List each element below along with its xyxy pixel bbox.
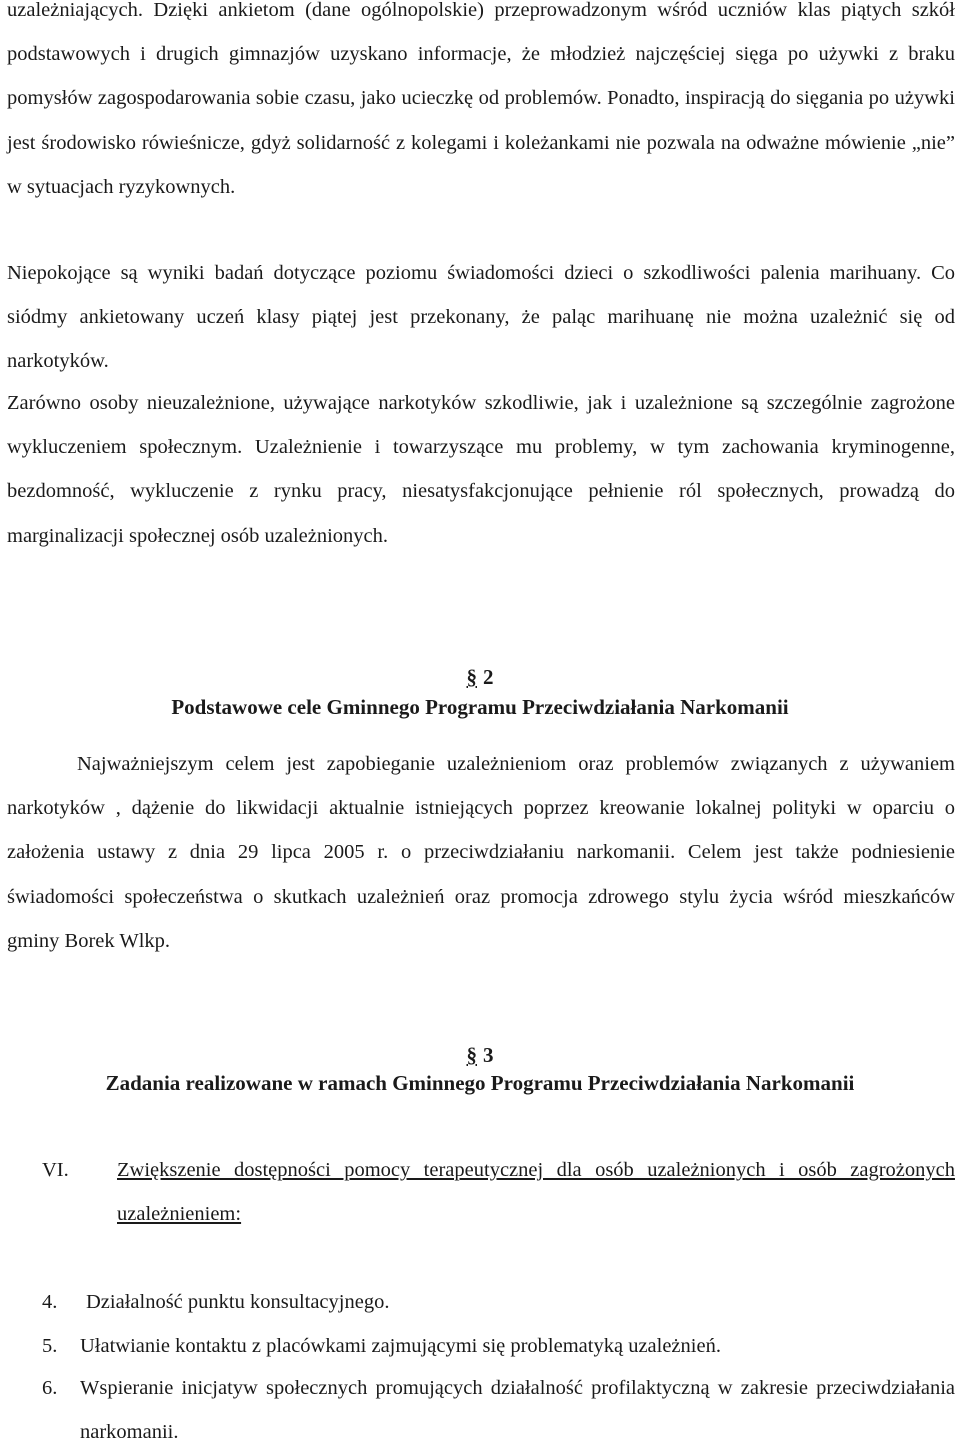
list-item-marker: 4. — [42, 1291, 58, 1313]
list-item-text: Wspieranie inicjatyw społecznych promujących działalność profilaktyczną w zakresie przeciwdziałania narkomanii. — [80, 1377, 955, 1444]
section-3-heading-number — [0, 1040, 960, 1070]
roman-list-text: Zwiększenie dostępności pomocy terapeutycznej dla osób uzależnionych i osób zagrożonych uzależnieniem: — [117, 1159, 955, 1226]
section-sign: § — [466, 1043, 477, 1067]
section-2-body: Najważniejszym celem jest zapobieganie uzależnieniom oraz problemów związanych z używaniem narkotyków , dążenie do likwidacji aktualnie istniejących poprzez kreowanie lokalnej polityki w oparciu o założenia ustawy z dnia 29 lipca 2005 r. o przeciwdziałaniu narkomanii. Celem jest także podniesienie świadomości społeczeństwa o skutkach uzależnień oraz promocja zdrowego stylu życia wśród mieszkańców gminy Borek Wlkp. — [7, 753, 955, 952]
section-2-heading-number — [0, 662, 960, 692]
intro-paragraph-2: Niepokojące są wyniki badań dotyczące poziomu świadomości dzieci o szkodliwości palenia marihuany. Co siódmy ankietowany uczeń klasy piątej jest przekonany, że paląc marihuanę nie można uzależnić się od narkotyków. — [7, 262, 955, 373]
list-item-text: Ułatwianie kontaktu z placówkami zajmującymi się problematyką uzależnień. — [80, 1335, 721, 1357]
section-number: 2 — [483, 665, 494, 689]
intro-paragraph-1: uzależniających. Dzięki ankietom (dane ogólnopolskie) przeprowadzonym wśród uczniów klas piątych szkół podstawowych i drugich gimnazjów uzyskano informacje, że młodzież najczęściej sięga po używki z braku pomysłów zagospodarowania sobie czasu, jako ucieczkę od problemów. Ponadto, inspiracją do sięgania po używki jest środowisko rówieśnicze, gdyż solidarność z kolegami i koleżankami nie pozwala na odważne mówienie „nie” w sytuacjach ryzykownych. — [7, 0, 955, 198]
list-item-marker: 6. — [42, 1377, 58, 1399]
list-item-text: Działalność punktu konsultacyjnego. — [86, 1291, 390, 1313]
list-item-marker: 5. — [42, 1335, 58, 1357]
section-number: 3 — [483, 1043, 494, 1067]
section-sign: § — [466, 665, 477, 689]
roman-list-marker: VI. — [42, 1159, 69, 1181]
section-2-title: Podstawowe cele Gminnego Programu Przeciwdziałania Narkomanii — [171, 695, 789, 719]
intro-paragraph-3: Zarówno osoby nieuzależnione, używające narkotyków szkodliwie, jak i uzależnione są szczególnie zagrożone wykluczeniem społecznym. Uzależnienie i towarzyszące mu problemy, w tym zachowania kryminogenne, bezdomność, wykluczenie z rynku pracy, niesatysfakcjonujące pełnienie ról społecznych, prowadzą do marginalizacji społecznej osób uzależnionych. — [7, 392, 955, 547]
section-3-title: Zadania realizowane w ramach Gminnego Programu Przeciwdziałania Narkomanii — [105, 1071, 855, 1095]
